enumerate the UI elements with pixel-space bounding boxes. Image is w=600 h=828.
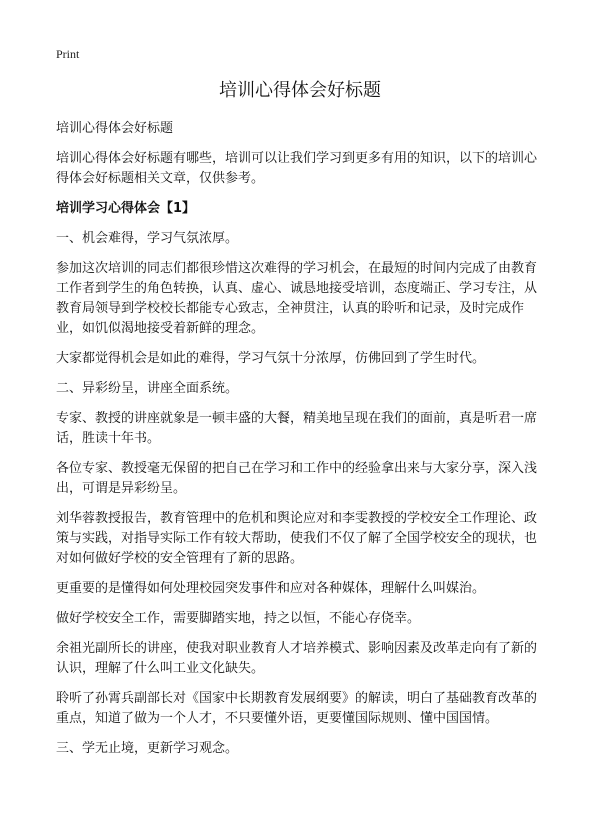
paragraph: 专家、教授的讲座就象是一顿丰盛的大餐，精美地呈现在我们的面前，真是听君一席话，胜读十年书。 (56, 411, 538, 446)
section-heading: 培训学习心得体会【1】 (56, 201, 196, 216)
paragraph: 刘华蓉教授报告，教育管理中的危机和舆论应对和李雯教授的学校安全工作理论、政策与实践，对指导实际工作有较大帮助，使我们不仅了解了全国学校安全的现状，也对如何做好学校的安全管理有了新的思路。 (56, 511, 538, 566)
print-label[interactable]: Print (56, 47, 80, 61)
paragraph-intro: 培训心得体会好标题有哪些，培训可以让我们学习到更多有用的知识，以下的培训心得体会好标题相关文章，仅供参考。 (56, 151, 538, 186)
paragraph: 聆听了孙霄兵副部长对《国家中长期教育发展纲要》的解读，明白了基础教育改革的重点，知道了做为一个人才，不只要懂外语，更要懂国际规则、懂中国国情。 (56, 691, 538, 726)
paragraph-subtitle: 培训心得体会好标题 (56, 121, 174, 136)
page-title: 培训心得体会好标题 (219, 80, 381, 101)
paragraph: 做好学校安全工作，需要脚踏实地，持之以恒，不能心存侥幸。 (56, 611, 421, 626)
paragraph: 更重要的是懂得如何处理校园突发事件和应对各种媒体，理解什么叫媒治。 (56, 581, 486, 596)
paragraph: 参加这次培训的同志们都很珍惜这次难得的学习机会，在最短的时间内完成了由教育工作者到学生的角色转换，认真、虚心、诚恳地接受培训，态度端正、学习专注，从教育局领导到学校校长都能专心致志，全神贯注，认真的聆听和记录，及时完成作业，如饥似渴地接受着新鲜的理念。 (56, 261, 538, 336)
paragraph-point-2: 二、异彩纷呈，讲座全面系统。 (56, 381, 239, 396)
paragraph: 大家都觉得机会是如此的难得，学习气氛十分浓厚，仿佛回到了学生时代。 (56, 351, 486, 366)
paragraph: 各位专家、教授毫无保留的把自己在学习和工作中的经验拿出来与大家分享，深入浅出，可谓是异彩纷呈。 (56, 461, 538, 496)
paragraph-point-1: 一、机会难得，学习气氛浓厚。 (56, 231, 239, 246)
paragraph: 余祖光副所长的讲座，使我对职业教育人才培养模式、影响因素及改革走向有了新的认识，理解了什么叫工业文化缺失。 (56, 641, 538, 676)
article-body (56, 119, 548, 759)
paragraph-point-3: 三、学无止境，更新学习观念。 (56, 741, 239, 756)
